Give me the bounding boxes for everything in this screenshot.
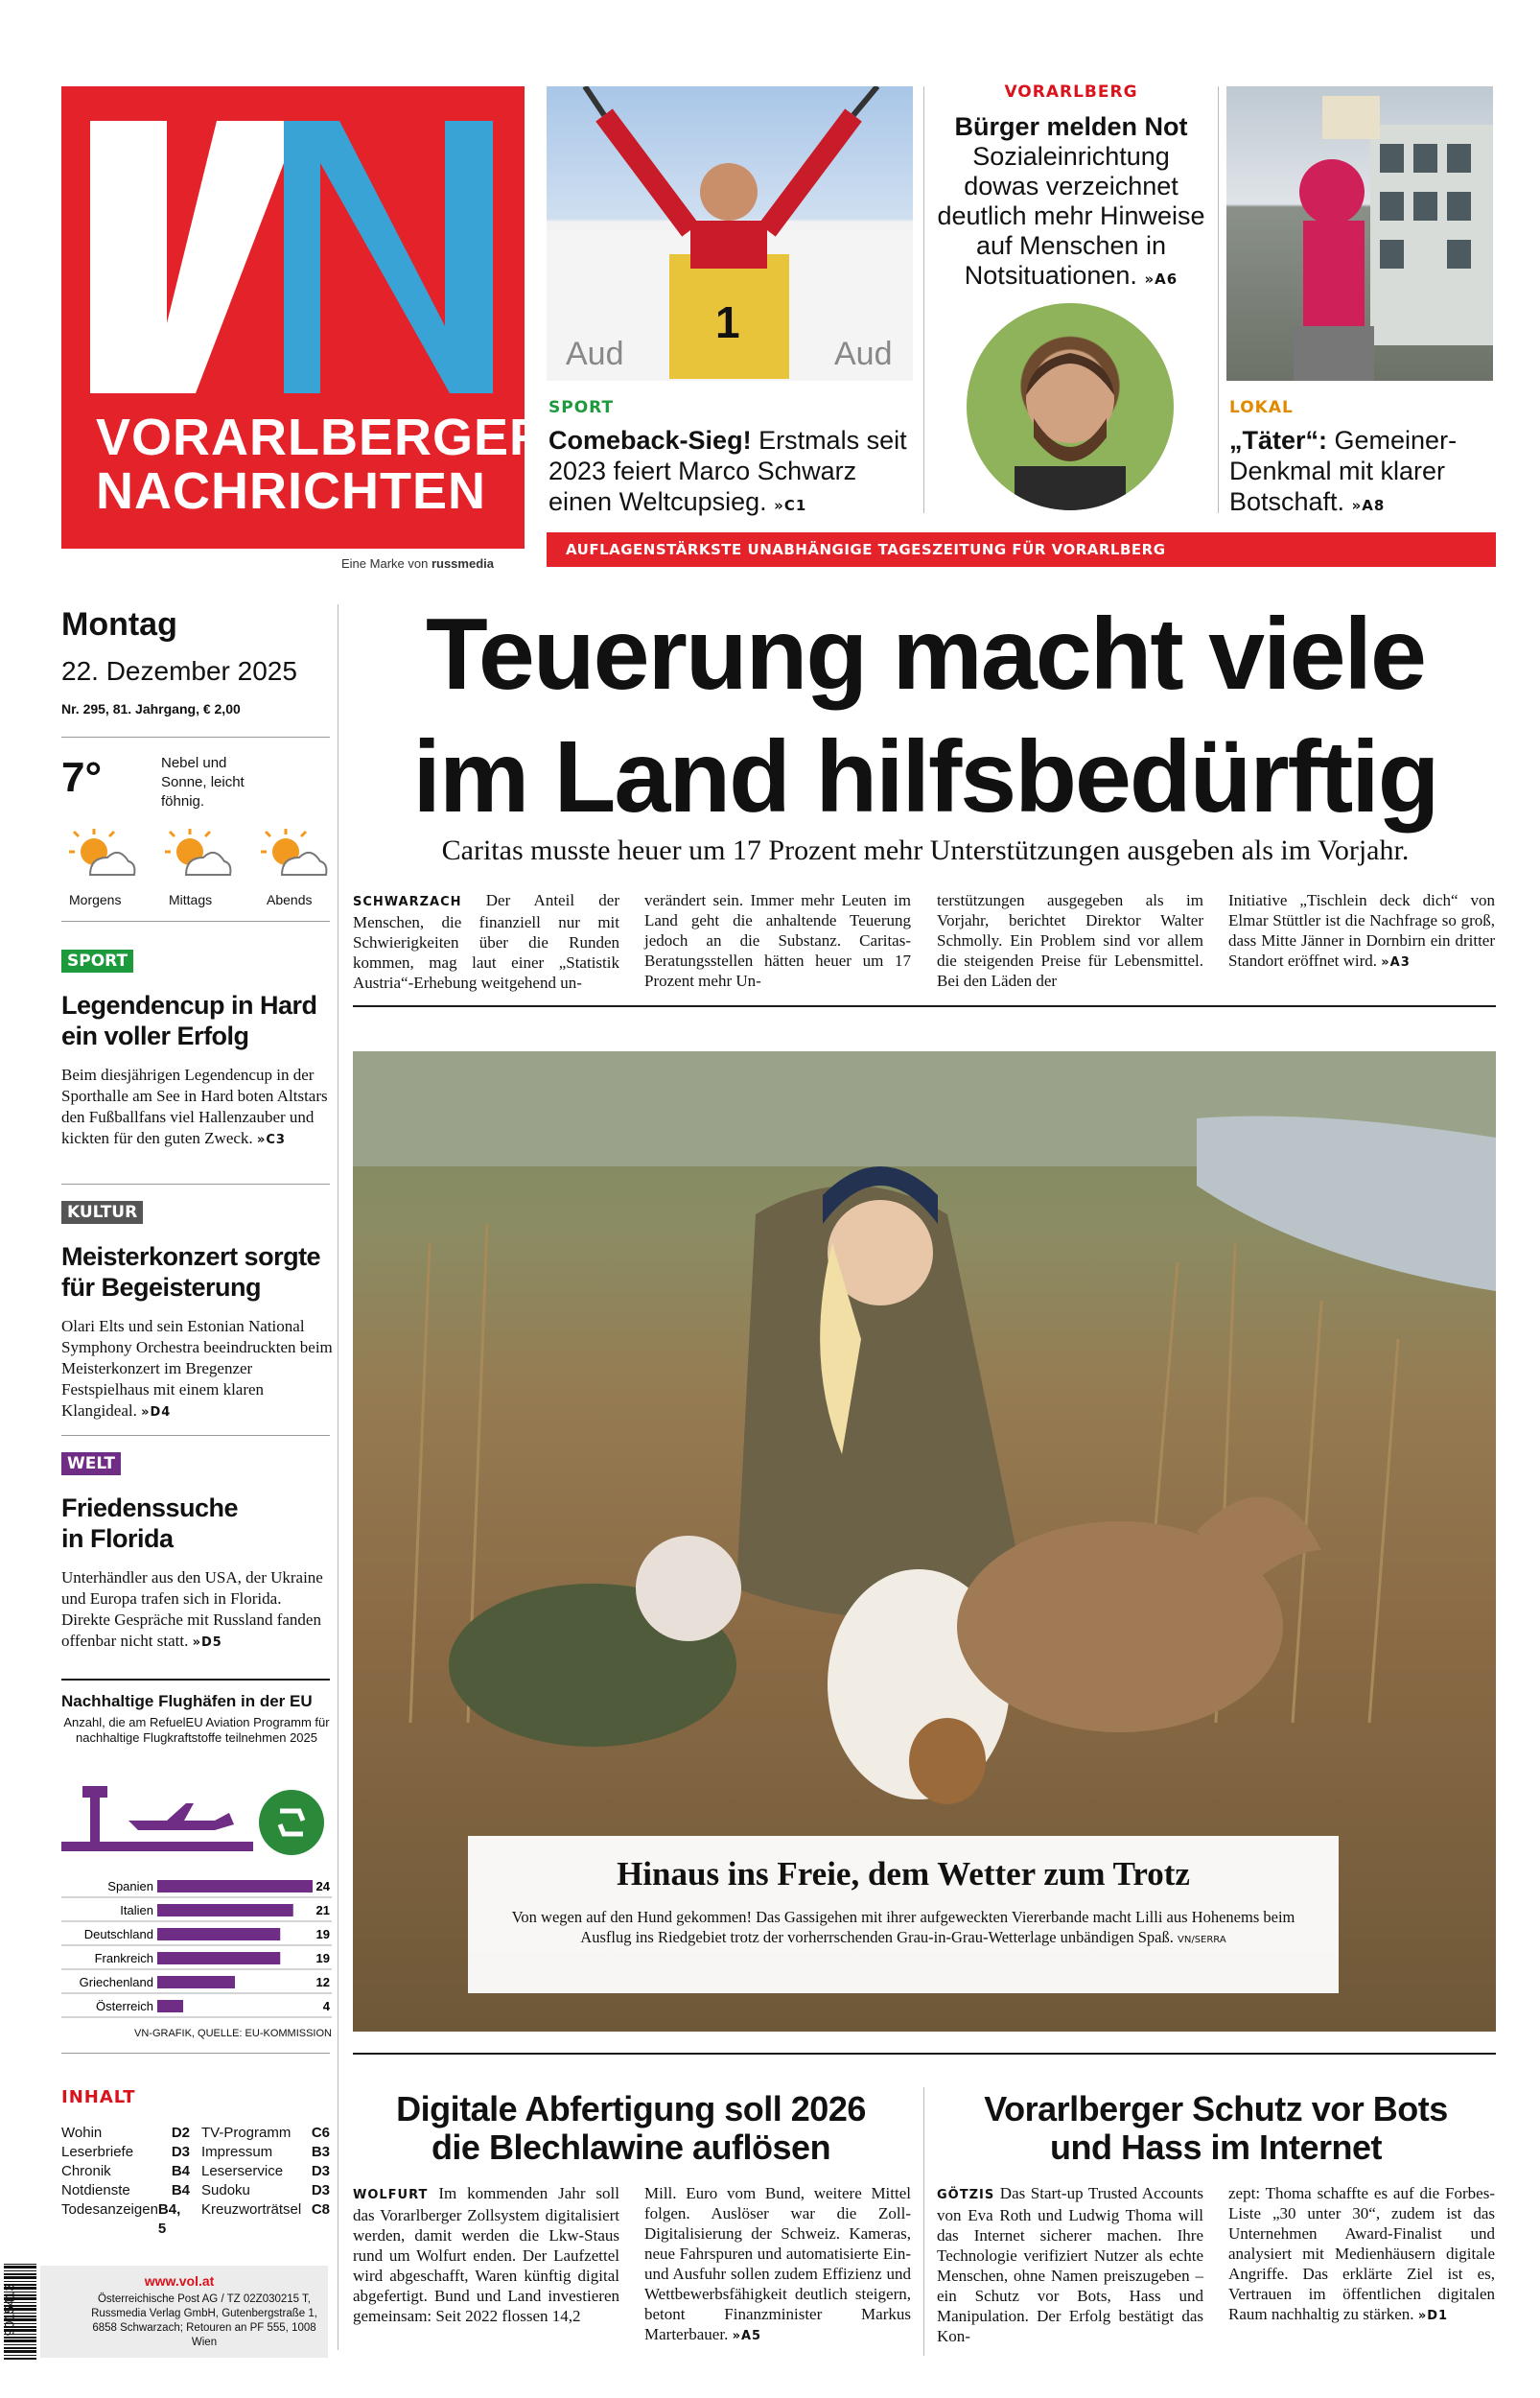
story1-col1-text: Im kommenden Jahr soll das Vorarlberger Zollsystem digitalisiert werden, damit werden die Lkw-Staus rund um Wolfurt enden. Der Laufzettel wird abgeschafft, Waren künftig digital abgefertigt. Bund und Land investieren gemeinsam: Seit 2022 flossen 14,2 (353, 2184, 619, 2325)
lead-col-4 (1228, 890, 1495, 973)
teaser-divider-2 (1218, 86, 1219, 513)
sport-teaser[interactable] (548, 398, 915, 521)
contents-page: D3 (171, 2144, 190, 2160)
bar-chart (61, 1874, 332, 2028)
chart-bar (157, 1976, 235, 1988)
story2-dateline: GÖTZIS (937, 2188, 995, 2202)
temperature: 7° (61, 754, 103, 801)
left-item-text (61, 1567, 330, 1654)
left-item-title: Friedenssuche in Florida (61, 1493, 239, 1553)
airport-chart (61, 1692, 332, 2047)
sport-teaser-body: Erstmals seit 2023 feiert Marco Schwarz einen Weltcupsieg. (548, 426, 907, 516)
contents-row[interactable] (61, 2162, 190, 2181)
left-item-ref: »D4 (141, 1405, 172, 1420)
contents-row[interactable] (201, 2143, 330, 2162)
contents-row[interactable] (201, 2124, 330, 2143)
left-item-body: Unterhändler aus den USA, der Ukraine und Europa trafen sich in Florida. Direkte Gespräche mit Russland fanden offenbar nicht statt. (61, 1568, 323, 1650)
left-item-ref: »C3 (256, 1133, 286, 1147)
contents-name: Kreuzworträtsel (201, 2201, 302, 2218)
contents-page: B4 (171, 2163, 190, 2179)
contents-row[interactable] (201, 2200, 330, 2220)
contents-row[interactable] (201, 2162, 330, 2181)
left-item-title: Meisterkonzert sorgte für Begeisterung (61, 1242, 321, 1302)
monument-illustration (1226, 86, 1493, 381)
left-item-body: Beim diesjährigen Legendencup in der Sporthalle am See in Hard boten Altstars den Fußballfans viel Hallenzauber und kickten für den guten Zweck. (61, 1066, 328, 1147)
chart-value-label: 19 (315, 1951, 330, 1965)
contents-col2 (201, 2124, 330, 2220)
teaser-divider-1 (923, 86, 924, 513)
brand-line (341, 556, 494, 571)
photo-caption-box (468, 1836, 1339, 1993)
lokal-teaser[interactable] (1229, 398, 1496, 521)
story1-col2-text: Mill. Euro vom Bund, weitere Mittel folgen. Auslöser war die Zoll-Digitalisierung der Schweiz. Kameras, neue Fahrspuren und automatisierte Ein- und Ausfuhr sollen zudem Effizienz und Wettbewerbsfähigkeit deutlich steigern, betont Finanzminister Markus Marterbauer. (644, 2184, 911, 2343)
contents-page: D3 (311, 2163, 330, 2179)
photo-credit: VN/SERRA (1178, 1935, 1226, 1945)
chart-category-label: Frankreich (94, 1951, 153, 1965)
chart-value-label: 4 (322, 1999, 330, 2013)
contents-page: B4, 5 (157, 2201, 181, 2237)
lead-divider (353, 1005, 1496, 1007)
contents-row[interactable] (61, 2143, 190, 2162)
contents-page: B3 (311, 2144, 330, 2160)
left-divider-2 (61, 1435, 330, 1436)
chart-category-label: Spanien (107, 1879, 153, 1893)
chart-subtitle: Anzahl, die am RefuelEU Aviation Programm für nachhaltige Flugkraftstoffe teilnehmen 2025 (63, 1715, 330, 1745)
chart-source: VN-GRAFIK, QUELLE: EU-KOMMISSION (134, 2028, 332, 2039)
photo-divider (353, 2053, 1496, 2055)
contents-name: Leserservice (201, 2163, 284, 2179)
contents-name: Chronik (61, 2163, 111, 2179)
brand-line-prefix: Eine Marke von (341, 556, 429, 571)
footer-box (40, 2266, 328, 2358)
skier-podium-illustration (547, 86, 913, 381)
story2-ref: »D1 (1417, 2309, 1449, 2323)
contents-page: C6 (311, 2125, 330, 2141)
weather-text: Nebel und Sonne, leicht föhnig. (161, 755, 245, 810)
svg-text:1: 1 (715, 297, 740, 347)
left-item-title: Legendencup in Hard ein voller Erfolg (61, 991, 317, 1050)
contents-row[interactable] (61, 2181, 190, 2200)
brand-line-name: russmedia (431, 556, 494, 571)
chart-bar (157, 2000, 183, 2012)
vorarlberg-teaser[interactable] (932, 82, 1210, 294)
svg-text:Aud: Aud (834, 336, 893, 372)
date-divider (61, 737, 330, 738)
story2-headline-2: und Hass im Internet (1049, 2128, 1383, 2167)
contents-name: Notdienste (61, 2182, 130, 2198)
contents-title: INHALT (61, 2087, 136, 2107)
weather-icons (61, 825, 339, 911)
left-item-body: Olari Elts und sein Estonian National Symphony Orchestra beeindruckten beim Meisterkonzert im Bregenzer Festspielhaus mit einem klaren Klangideal. (61, 1317, 333, 1420)
left-divider-4 (61, 2053, 330, 2054)
story1-headline-1: Digitale Abfertigung soll 2026 (396, 2089, 866, 2128)
sport-teaser-ref: »C1 (774, 497, 807, 514)
sport-tag: SPORT (548, 398, 615, 417)
story2-col-2 (1228, 2183, 1495, 2326)
left-item-kultur[interactable] (61, 1201, 339, 1423)
left-divider-1 (61, 1184, 330, 1185)
weather-time-evening: Abends (267, 892, 313, 907)
contents-page: D3 (311, 2182, 330, 2198)
chart-bar (157, 1952, 280, 1964)
tagline-bar (547, 532, 1496, 567)
portrait-illustration (967, 303, 1174, 510)
chart-bar (157, 1904, 293, 1916)
masthead-logo[interactable] (61, 86, 548, 549)
issue-info: Nr. 295, 81. Jahrgang, € 2,00 (61, 701, 241, 717)
left-item-text (61, 1316, 339, 1423)
contents-name: TV-Programm (201, 2125, 292, 2141)
airport-illustration (61, 1782, 332, 1865)
chart-category-label: Österreich (96, 1999, 153, 2013)
tagline-text: AUFLAGENSTÄRKSTE UNABHÄNGIGE TAGESZEITUNG FÜR VORARLBERG (566, 541, 1166, 558)
sport-teaser-text (548, 425, 915, 521)
story1-dateline: WOLFURT (353, 2188, 429, 2202)
left-item-sport[interactable] (61, 950, 330, 1151)
main-photo[interactable] (353, 1051, 1496, 2032)
left-item-tag: KULTUR (61, 1201, 143, 1224)
contents-box (61, 2087, 332, 2237)
vorarlberg-tag: VORARLBERG (1004, 82, 1138, 102)
story2-col-1 (937, 2183, 1203, 2346)
story1-ref: »A5 (732, 2329, 762, 2343)
contents-name: Sudoku (201, 2182, 250, 2198)
contents-page: C8 (311, 2201, 330, 2218)
lead-subhead: Caritas musste heuer um 17 Prozent mehr Unterstützungen ausgeben als im Vorjahr. (441, 835, 1410, 866)
photo-caption-body: Von wegen auf den Hund gekommen! Das Gassigehen mit ihrer aufgeweckten Viererbande macht Lilli aus Hohenems beim Ausflug ins Riedgebiet trotz der vorherrschenden Grau-in-Grau-Wetterlage unbändigen Spaß. (511, 1908, 1295, 1946)
contents-name: Leserbriefe (61, 2144, 134, 2160)
masthead-line1: VORARLBERGER (96, 409, 548, 466)
lead-col-1 (353, 890, 619, 993)
masthead-line2: NACHRICHTEN (96, 462, 486, 520)
weekday: Montag (61, 606, 177, 643)
chart-title: Nachhaltige Flughäfen in der EU (61, 1692, 313, 1710)
left-item-tag: SPORT (61, 950, 133, 973)
contents-page: B4 (171, 2182, 190, 2198)
chart-category-label: Deutschland (83, 1927, 153, 1941)
sport-teaser-photo[interactable] (547, 86, 913, 381)
chart-value-label: 24 (315, 1879, 330, 1893)
lead-dateline: SCHWARZACH (353, 895, 462, 909)
chart-bar (157, 1880, 313, 1893)
weather-time-morning: Morgens (69, 892, 122, 907)
sport-teaser-bold: Comeback-Sieg! (548, 426, 752, 455)
vorarlberg-teaser-body: Sozialeinrichtung dowas verzeichnet deutlich mehr Hinweise auf Menschen in Notsituationen. (937, 142, 1205, 290)
photo-caption-text (506, 1907, 1300, 1950)
lokal-teaser-bold: „Täter“: (1229, 426, 1328, 455)
contents-col1 (61, 2124, 190, 2239)
lead-ref: »A3 (1381, 955, 1411, 970)
bottom-stories-divider (923, 2087, 924, 2356)
sun-cloud-icon (259, 825, 328, 882)
lead-col-2: verändert sein. Immer mehr Leuten im Land geht die anhaltende Teuerung jedoch an die Substanz. Caritas-Beratungsstellen hätten heuer um 17 Prozent mehr Un- (644, 891, 911, 990)
contents-name: Impressum (201, 2144, 273, 2160)
footer-url[interactable]: www.vol.at (144, 2273, 215, 2289)
lokal-tag: LOKAL (1229, 398, 1294, 417)
story2-headline-1: Vorarlberger Schutz vor Bots (984, 2089, 1448, 2128)
story1-col-2 (644, 2183, 911, 2346)
sun-cloud-icon (67, 825, 136, 882)
left-item-ref: »D5 (192, 1635, 222, 1650)
chart-value-label: 19 (315, 1927, 330, 1941)
barcode-digits: 9015413 (1, 2283, 17, 2337)
contents-row[interactable] (201, 2181, 330, 2200)
weather-time-noon: Mittags (169, 892, 213, 907)
vorarlberg-teaser-ref: »A6 (1144, 270, 1178, 288)
lokal-teaser-ref: »A8 (1351, 497, 1386, 514)
contents-row[interactable] (61, 2124, 190, 2143)
lead-col4-text: Initiative „Tischlein deck dich“ von Elmar Stüttler ist die Nachfrage so groß, dass Mitte Jänner in Dornbirn ein dritter Standort eröffnet wird. (1228, 891, 1495, 970)
footer-imprint: Österreichische Post AG / TZ 02Z030215 T, Russmedia Verlag GmbH, Gutenbergstraße 1, 6858 Schwarzach; Retouren an PF 555, 1008 Wien (91, 2293, 317, 2348)
story1-headline-2: die Blechlawine auflösen (431, 2128, 831, 2167)
chart-category-label: Griechenland (79, 1975, 153, 1989)
chart-bar (157, 1928, 280, 1940)
lead-headline-2: im Land hilfsbedürftig (412, 720, 1438, 834)
lead-col1-text: Der Anteil der Menschen, die finanziell nur mit Schwierigkeiten über die Runden kommen, mag laut einer „Statistik Austria“-Erhebung weitgehend un- (353, 891, 619, 992)
story2-col1-text: Das Start-up Trusted Accounts von Eva Roth und Ludwig Thoma will das Internet sicherer machen. Ihre Technologie verifiziert Nutzer als echte Menschen, ohne Namen preiszugeben – ein Schutz vor Bots, Hass und Manipulation. Der Erfolg bestätigt das Kon- (937, 2184, 1203, 2345)
sun-cloud-icon (163, 825, 232, 882)
lead-headline-1: Teuerung macht viele (426, 598, 1425, 711)
story2-col2-text: zept: Thoma schaffte es auf die Forbes-Liste „30 unter 30“, zudem ist das Unternehmen Award-Finalist und analysiert mit Medienhäusern digitale Angriffe. Das erklärte Ziel ist es, Vertrauen im öffentlichen digitalen Raum nachhaltig zu stärken. (1228, 2184, 1495, 2323)
lokal-teaser-photo[interactable] (1226, 86, 1493, 381)
lokal-teaser-body: Gemeiner-Denkmal mit klarer Botschaft. (1229, 426, 1458, 516)
chart-category-label: Italien (120, 1903, 153, 1917)
svg-text:Aud: Aud (566, 336, 624, 372)
contents-page: D2 (171, 2125, 190, 2141)
lead-col-3: terstützungen ausgegeben als im Vorjahr, berichtet Direktor Walter Schmolly. Ein Problem sind vor allem die steigenden Preise für Lebensmittel. Bei den Läden der (937, 891, 1203, 990)
left-item-tag: WELT (61, 1452, 121, 1475)
chart-value-label: 12 (315, 1975, 330, 1989)
contents-name: Todesanzeigen (61, 2201, 158, 2218)
left-item-welt[interactable] (61, 1452, 330, 1654)
vorarlberg-teaser-text (932, 142, 1210, 294)
vorarlberg-teaser-title: Bürger melden Not (954, 112, 1188, 141)
left-item-text (61, 1065, 330, 1151)
story1-col-1 (353, 2183, 619, 2326)
date: 22. Dezember 2025 (61, 656, 297, 686)
portrait-photo[interactable] (967, 303, 1174, 510)
contents-row[interactable] (61, 2200, 190, 2239)
weather-divider (61, 921, 330, 922)
photo-caption-title: Hinaus ins Freie, dem Wetter zum Trotz (617, 1855, 1190, 1893)
chart-value-label: 21 (315, 1903, 330, 1917)
contents-name: Wohin (61, 2125, 103, 2141)
lokal-teaser-text (1229, 425, 1496, 521)
left-divider-3 (61, 1679, 330, 1681)
vn-logo-mark (61, 86, 525, 403)
